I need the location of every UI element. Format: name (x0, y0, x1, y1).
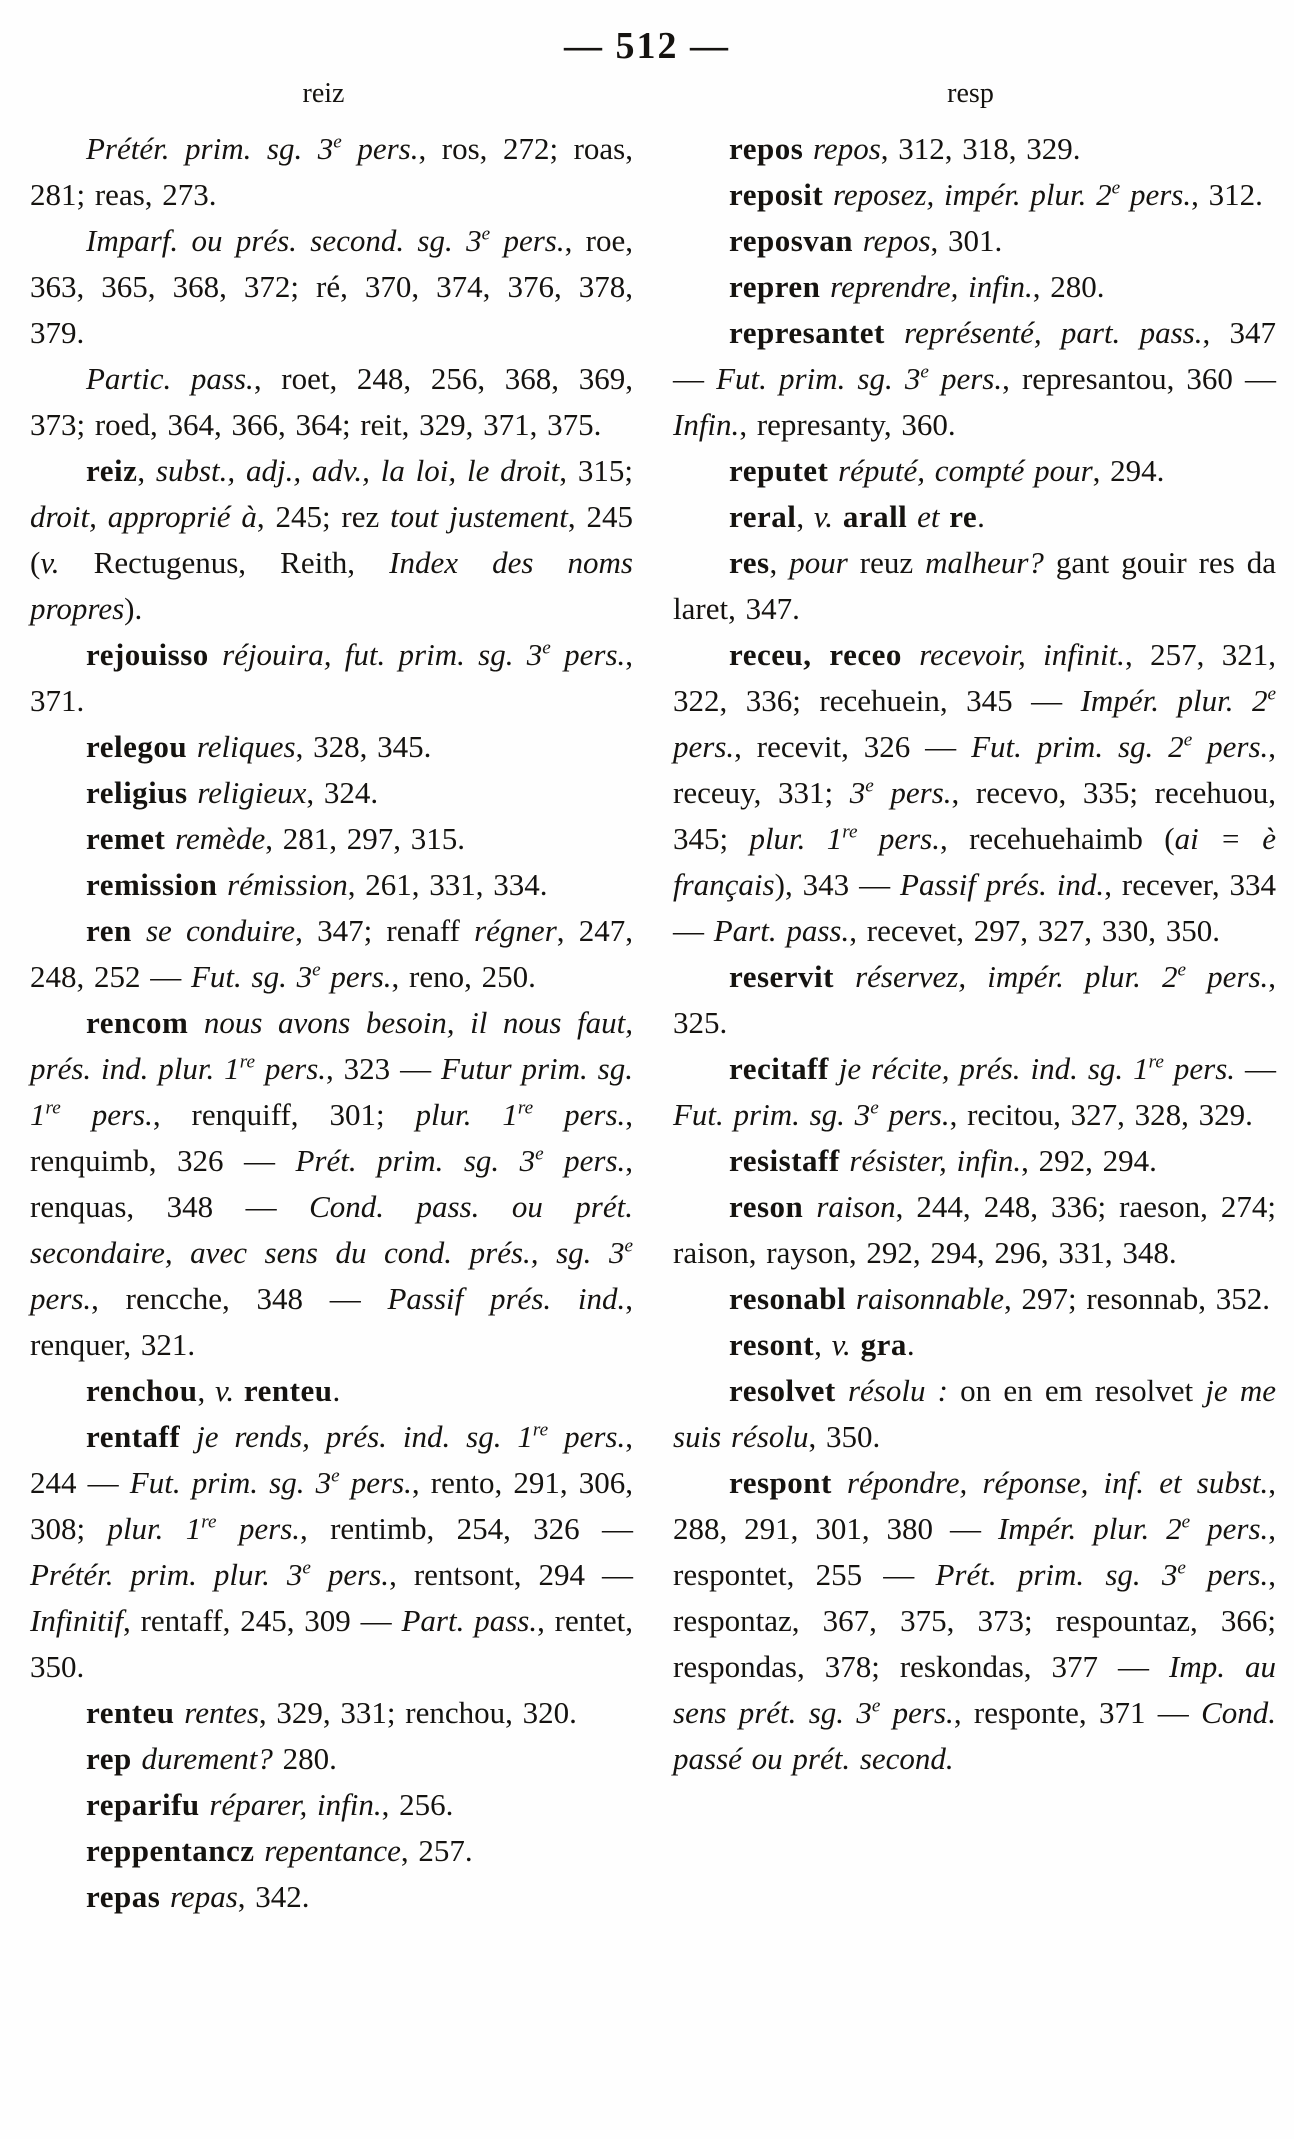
dictionary-entry: represantet représenté, part. pass., 347 — Fut. prim. sg. 3e pers., represantou, 360 — Infin., represanty, 360. (673, 315, 1277, 442)
dictionary-entry: resont, v. gra. (729, 1327, 915, 1362)
dictionary-entry: renteu rentes, 329, 331; renchou, 320. (86, 1695, 577, 1730)
dictionary-entry: reposit reposez, impér. plur. 2e pers., 312. (729, 177, 1263, 212)
dictionary-entry: rentaff je rends, prés. ind. sg. 1re pers., 244 — Fut. prim. sg. 3e pers., rento, 291, 306, 308; plur. 1re pers., rentimb, 254, 326 — Prétér. prim. plur. 3e pers., rentsont, 294 — Infinitif, rentaff, 245, 309 — Part. pass., rentet, 350. (30, 1419, 634, 1684)
dictionary-entry: reposvan repos, 301. (729, 223, 1003, 258)
dictionary-entry: Prétér. prim. sg. 3e pers., ros, 272; roas, 281; reas, 273. (30, 131, 634, 212)
left-column (30, 126, 633, 1920)
dictionary-entry: receu, receo recevoir, infinit., 257, 321, 322, 336; recehuein, 345 — Impér. plur. 2e pers., recevit, 326 — Fut. prim. sg. 2e pers., receuy, 331; 3e pers., recevo, 335; recehuou, 345; plur. 1re pers., recehuehaimb (ai = è français), 343 — Passif prés. ind., recever, 334 — Part. pass., recevet, 297, 327, 330, 350. (673, 637, 1277, 948)
dictionary-entry: resolvet résolu : on en em resolvet je me suis résolu, 350. (673, 1373, 1277, 1454)
dictionary-entry: religius religieux, 324. (86, 775, 379, 810)
dictionary-entry: Imparf. ou prés. second. sg. 3e pers., roe, 363, 365, 368, 372; ré, 370, 374, 376, 378, 379. (30, 223, 633, 350)
dictionary-entry: reputet réputé, compté pour, 294. (729, 453, 1165, 488)
dictionary-entry: rejouisso réjouira, fut. prim. sg. 3e pers., 371. (30, 637, 634, 718)
dictionary-entry: reppentancz repentance, 257. (86, 1833, 473, 1868)
dictionary-entry: resonabl raisonnable, 297; resonnab, 352. (729, 1281, 1271, 1316)
dictionary-entry: resistaff résister, infin., 292, 294. (729, 1143, 1157, 1178)
dictionary-entry: rep durement? 280. (86, 1741, 337, 1776)
dictionary-entry: res, pour reuz malheur? gant gouir res da laret, 347. (673, 545, 1277, 626)
dictionary-entry: repas repas, 342. (86, 1879, 310, 1914)
dictionary-entry: Partic. pass., roet, 248, 256, 368, 369, 373; roed, 364, 366, 364; reit, 329, 371, 375. (30, 361, 633, 442)
dictionary-entry: reservit réservez, impér. plur. 2e pers., 325. (673, 959, 1277, 1040)
right-column (673, 126, 1276, 1920)
dictionary-entry: reson raison, 244, 248, 336; raeson, 274; raison, rayson, 292, 294, 296, 331, 348. (673, 1189, 1276, 1270)
dictionary-entry: reparifu réparer, infin., 256. (86, 1787, 454, 1822)
dictionary-entry: reiz, subst., adj., adv., la loi, le droit, 315; droit, approprié à, 245; rez tout justement, 245 (v. Rectugenus, Reith, Index des noms propres). (30, 453, 634, 626)
dictionary-entry: repos repos, 312, 318, 329. (729, 131, 1081, 166)
dictionary-entry: recitaff je récite, prés. ind. sg. 1re pers. — Fut. prim. sg. 3e pers., recitou, 327, 328, 329. (673, 1051, 1276, 1132)
page-number: — 512 — (564, 25, 730, 67)
dictionary-entry: repren reprendre, infin., 280. (729, 269, 1105, 304)
dictionary-entry: rencom nous avons besoin, il nous faut, prés. ind. plur. 1re pers., 323 — Futur prim. sg. 1re pers., renquiff, 301; plur. 1re pers., renquimb, 326 — Prét. prim. sg. 3e pers., renquas, 348 — Cond. pass. ou prét. secondaire, avec sens du cond. prés., sg. 3e pers., rencche, 348 — Passif prés. ind., renquer, 321. (30, 1005, 634, 1362)
running-head-right: resp (947, 78, 994, 109)
running-head-left: reiz (302, 78, 345, 109)
dictionary-entry: ren se conduire, 347; renaff régner, 247, 248, 252 — Fut. sg. 3e pers., reno, 250. (30, 913, 634, 994)
dictionary-entry: remission rémission, 261, 331, 334. (86, 867, 548, 902)
dictionary-entry: relegou reliques, 328, 345. (86, 729, 432, 764)
dictionary-entry: remet remède, 281, 297, 315. (86, 821, 465, 856)
text-columns (0, 110, 1294, 1920)
dictionary-entry: respont répondre, réponse, inf. et subst., 288, 291, 301, 380 — Impér. plur. 2e pers., respontet, 255 — Prét. prim. sg. 3e pers., respontaz, 367, 375, 373; respountaz, 366; respondas, 378; reskondas, 377 — Imp. au sens prét. sg. 3e pers., responte, 371 — Cond. passé ou prét. second. (673, 1465, 1277, 1776)
dictionary-entry: renchou, v. renteu. (86, 1373, 341, 1408)
running-heads (0, 78, 1294, 110)
dictionary-entry: reral, v. arall et re. (729, 499, 985, 534)
